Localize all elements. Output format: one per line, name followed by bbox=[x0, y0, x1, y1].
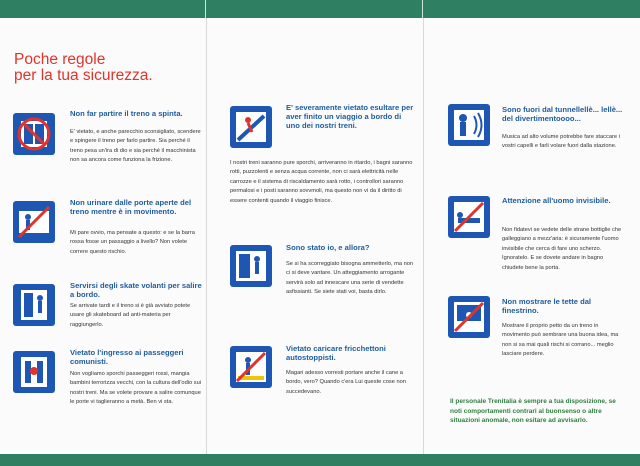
rule-text: Musica ad alto volume potrebbe fare staccare i vostri capelli e farli volare fuori dalla stazione. bbox=[502, 134, 620, 150]
rule-heading: Sono stato io, e allora? bbox=[286, 243, 370, 252]
rule-heading: Vietato caricare fricchettoni autostoppisti. bbox=[286, 344, 386, 362]
page-title: Poche regole per la tua sicurezza. bbox=[14, 51, 153, 84]
rule-text: E' vietato, e anche parecchio sconsigliato, scendere e spingere il treno per farlo partire. Sia perché il treno pesa un'ira di dio e sia perché il macchinista non sa ancora come funziona la frizione. bbox=[70, 129, 201, 164]
rule-heading: Sono fuori dal tunnellellè... lellè... del divertimentoooo... bbox=[502, 105, 623, 123]
rule-text: Se si ha scorreggiato bisogna ammetterlo, ma non ci si deve vantare. Un atteggiamento arrogante servirà solo ad innescare una serie di vendette asfissianti. Se siete stati voi, basta dirlo. bbox=[286, 261, 414, 296]
dog-cleaning-prohibited-icon bbox=[230, 346, 272, 388]
rule-heading: E' severamente vietato esultare per aver finito un viaggio a bordo di uno dei nostri treni. bbox=[286, 103, 414, 130]
communist-passengers-icon bbox=[13, 351, 55, 393]
rule-heading: Non urinare dalle porte aperte del treno mentre è in movimento. bbox=[70, 198, 192, 216]
rule-heading: Attenzione all'uomo invisibile. bbox=[502, 196, 611, 205]
fart-door-icon bbox=[230, 245, 272, 287]
rule-heading: Non mostrare le tette dal finestrino. bbox=[502, 297, 592, 315]
rule-text: Magari adesso vorresti portare anche il cane a bordo, vero? Quando c'era Lui queste cose non succedevano. bbox=[286, 370, 406, 395]
bottom-band bbox=[0, 454, 640, 466]
urinate-prohibited-icon bbox=[13, 201, 55, 243]
escalator-fall-icon bbox=[230, 106, 272, 148]
rule-text: I nostri treni saranno pure sporchi, arriveranno in ritardo, i bagni saranno rotti, puzzolenti e senza acqua corrente, non ci sarà elettricità nelle carrozze e il sistema di riscaldamento sarà rotto, i controllori saranno permalosi e i posti saranno sovvmoli, ma questo non vi da il diritto di essere contenti quando il viaggio finisce. bbox=[230, 160, 413, 204]
rule-heading: Non far partire il treno a spinta. bbox=[70, 109, 183, 118]
rule-heading: Vietato l'ingresso ai passeggeri comunisti. bbox=[70, 348, 184, 366]
footer-notice: Il personale Trenitalia è sempre a tua disposizione, se noti comportamenti contrari al buonsenso o altre situazioni anomale, non esitare ad avvisarlo. bbox=[450, 398, 616, 425]
rule-text: Mostrare il proprio petto da un treno in movimento può sembrare una buona idea, ma non si sa mai quali rischi si corrano... meglio lasciare perdere. bbox=[502, 323, 619, 358]
skater-door-icon bbox=[13, 284, 55, 326]
window-prohibited-icon bbox=[448, 296, 490, 338]
rule-text: Non vogliamo sporchi passeggeri rossi, mangia bambini terrorizza vecchi, con la cultura dell'odio sui nostri treni. Ma se volete provare a salire comunque le porte vi taglieranno a metà. Ben vi sta. bbox=[70, 371, 202, 406]
fold-line bbox=[423, 18, 424, 454]
rule-text: Mi pare ovvio, ma pensate a questo: e se la barra rossa fosse un passaggio a livello? Non volete correre questo rischio. bbox=[70, 230, 195, 255]
lying-person-prohibited-icon bbox=[448, 196, 490, 238]
rule-text: Se arrivate tardi e il treno si è già avviato potete usare gli skateboard ad anti-materia per raggiungerlo. bbox=[70, 303, 191, 328]
fold-line bbox=[206, 18, 207, 454]
rule-text-continued bbox=[14, 147, 202, 177]
rule-heading: Servirsi degli skate volanti per salire a bordo. bbox=[70, 281, 202, 299]
top-band bbox=[0, 0, 640, 18]
rule-text: Non fidatevi se vedete delle strane bottiglie che galleggiano a mezz'aria: è sicuramente l'uomo invisibile che cerca di fare uno scherzo. Ignoratelo. E se dovete andare in bagno chiudete bene la porta. bbox=[502, 227, 622, 271]
loud-music-icon bbox=[448, 104, 490, 146]
